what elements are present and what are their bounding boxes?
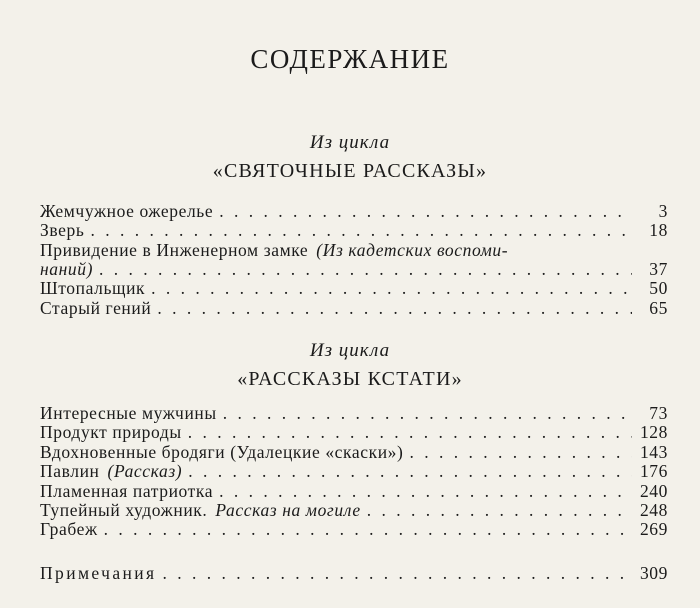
toc-entry[interactable] — [40, 462, 668, 481]
toc-entry[interactable] — [40, 501, 668, 520]
leader-dots — [219, 202, 632, 221]
entry-page: 37 — [649, 258, 668, 279]
toc-entry[interactable] — [40, 202, 668, 221]
toc-entry[interactable] — [40, 221, 668, 240]
entry-page: 240 — [639, 480, 668, 501]
toc-entry[interactable] — [40, 241, 668, 260]
toc-entry-notes[interactable] — [40, 564, 668, 583]
entry-title: Тупейный художник. — [40, 499, 208, 520]
entry-title: Грабеж — [40, 519, 98, 540]
section-2-prefix: Из цикла — [309, 340, 391, 361]
entry-page: 65 — [649, 297, 668, 318]
entry-page: 128 — [639, 422, 668, 443]
section-1-prefix: Из цикла — [309, 132, 391, 153]
toc-entry[interactable] — [40, 482, 668, 501]
entry-page: 176 — [639, 461, 668, 482]
entry-title: наний) — [40, 258, 94, 279]
entry-page: 309 — [639, 563, 668, 583]
entry-subtitle: (Из кадетских воспоми- — [316, 239, 509, 260]
section-1-title: «СВЯТОЧНЫЕ РАССКАЗЫ» — [212, 160, 488, 182]
entry-title: Пламенная патриотка — [40, 480, 214, 501]
entry-page: 50 — [649, 278, 668, 299]
entry-page: 73 — [649, 403, 668, 423]
notes-entry-list — [40, 564, 668, 583]
leader-dots — [188, 423, 632, 442]
toc-entry[interactable] — [40, 260, 668, 279]
leader-dots — [104, 520, 632, 539]
entry-title: Штопальщик — [40, 278, 146, 299]
entry-title: Привидение в Инженерном замке — [40, 239, 309, 260]
leader-dots — [223, 404, 632, 423]
leader-dots — [157, 299, 632, 318]
page-title: СОДЕРЖАНИЕ — [250, 44, 450, 74]
entry-page: 269 — [639, 519, 668, 540]
entry-title: Продукт природы — [40, 422, 182, 443]
leader-dots — [99, 260, 632, 279]
entry-title: Жемчужное ожерелье — [40, 201, 214, 221]
leader-dots — [163, 564, 632, 583]
leader-dots — [90, 221, 632, 240]
toc-entry[interactable] — [40, 279, 668, 298]
section-2-entries — [40, 404, 668, 540]
entry-title: Старый гений — [40, 297, 152, 318]
entry-title: Зверь — [40, 220, 85, 241]
entry-title: Павлин — [40, 461, 100, 482]
section-2-title: «РАССКАЗЫ КСТАТИ» — [237, 368, 463, 390]
entry-title: Примечания — [40, 563, 157, 583]
toc-entry[interactable] — [40, 299, 668, 318]
entry-page: 248 — [639, 499, 668, 520]
leader-dots — [367, 501, 632, 520]
toc-entry[interactable] — [40, 404, 668, 423]
leader-dots — [219, 482, 632, 501]
entry-title: Вдохновенные бродяги (Удалецкие «скаски») — [40, 441, 404, 462]
toc-entry[interactable] — [40, 520, 668, 539]
section-1-entries — [40, 202, 668, 318]
entry-page: 18 — [649, 220, 668, 241]
toc-entry[interactable] — [40, 423, 668, 442]
leader-dots — [409, 443, 632, 462]
toc-entry[interactable] — [40, 443, 668, 462]
leader-dots — [188, 462, 632, 481]
entry-title: Интересные мужчины — [40, 403, 217, 423]
leader-dots — [151, 279, 632, 298]
entry-page: 143 — [639, 441, 668, 462]
entry-subtitle: (Рассказ) — [107, 461, 183, 482]
entry-page: 3 — [658, 201, 668, 221]
entry-subtitle: Рассказ на могиле — [215, 499, 361, 520]
